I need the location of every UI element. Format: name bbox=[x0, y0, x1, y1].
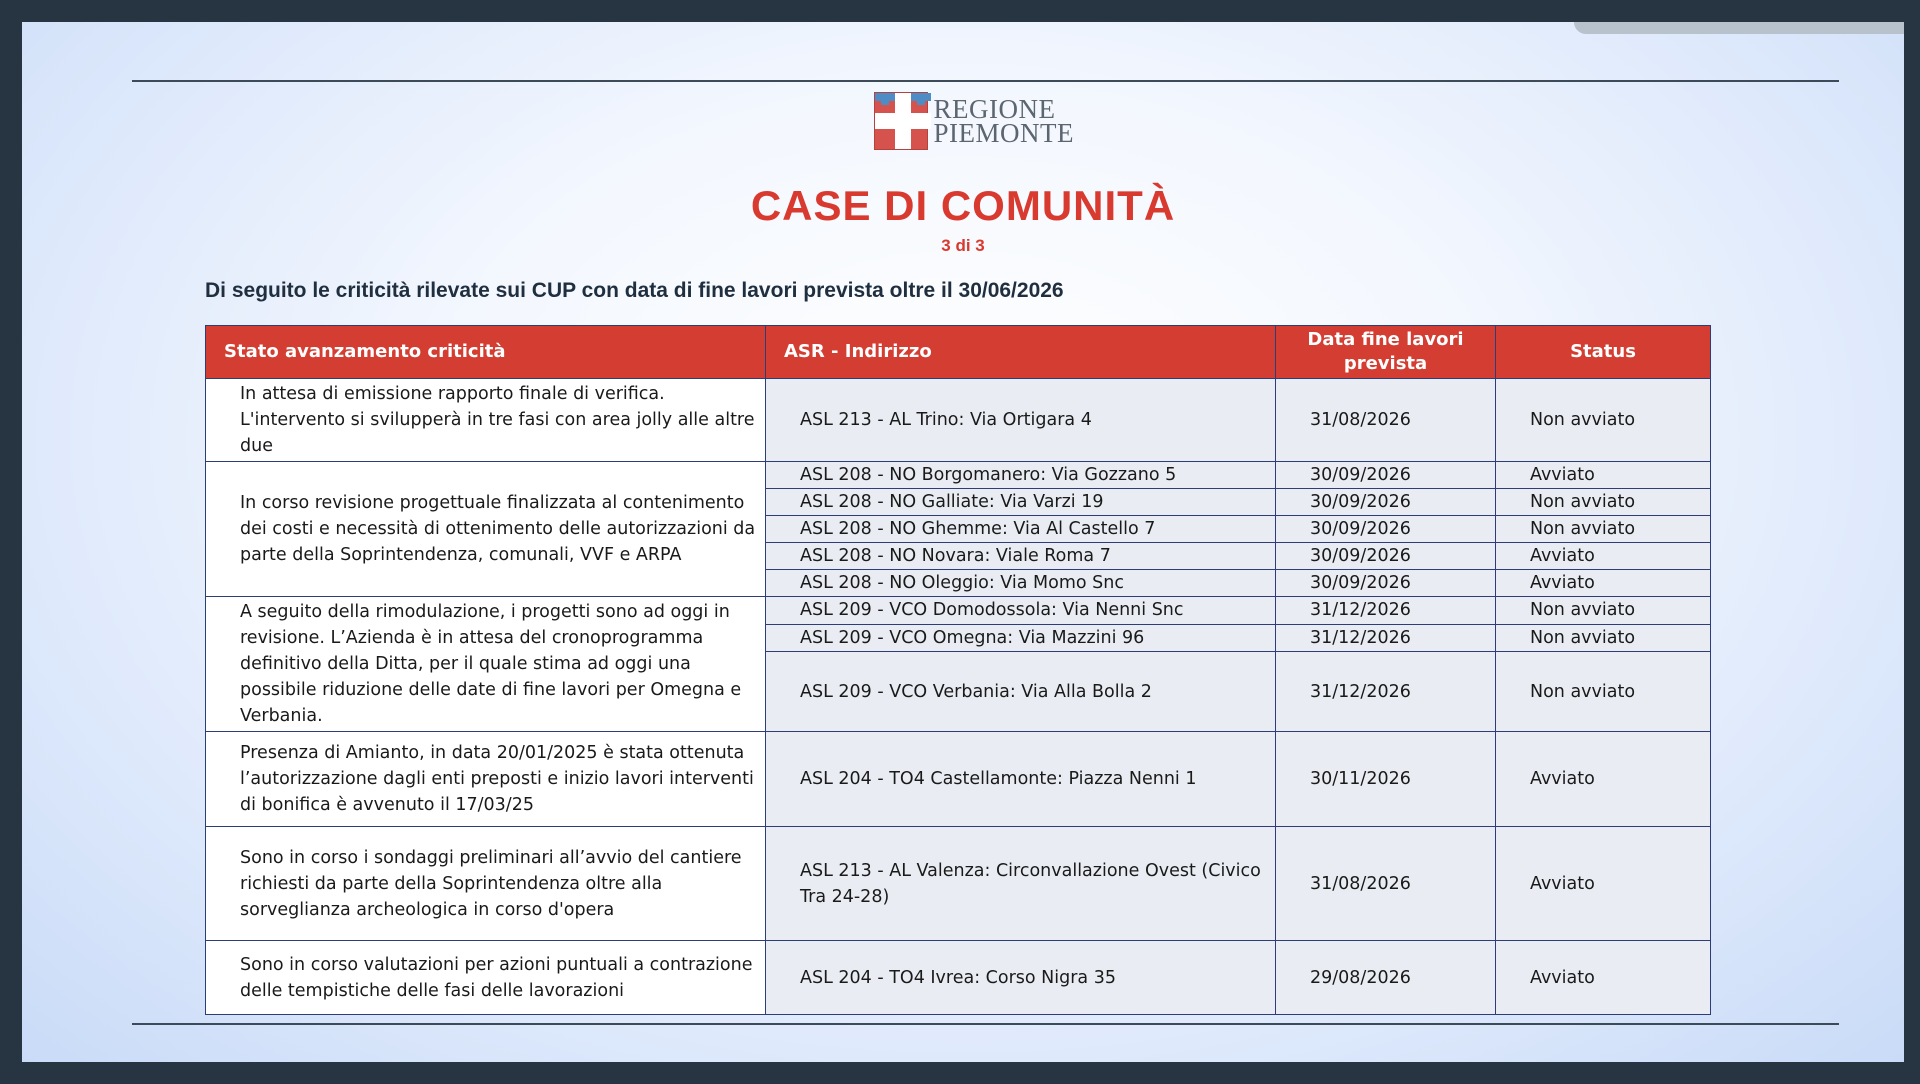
criticality-description: In attesa di emissione rapporto finale di verifica. L'intervento si svilupperà in tre fasi con area jolly alle altre due bbox=[206, 379, 766, 462]
status-value: Non avviato bbox=[1496, 516, 1711, 543]
end-date: 30/11/2026 bbox=[1276, 732, 1496, 827]
table-row bbox=[206, 462, 1711, 489]
regione-piemonte-logo bbox=[874, 86, 1074, 156]
asr-address: ASL 208 - NO Novara: Viale Roma 7 bbox=[766, 543, 1276, 570]
status-value: Non avviato bbox=[1496, 489, 1711, 516]
criticality-description: A seguito della rimodulazione, i progetti sono ad oggi in revisione. L’Azienda è in attesa del cronoprogramma definitivo della Ditta, per il quale stima ad oggi una possibile riduzione delle date di fine lavori per Omegna e Verbania. bbox=[206, 597, 766, 732]
table-row bbox=[206, 941, 1711, 1015]
end-date: 31/12/2026 bbox=[1276, 652, 1496, 732]
status-value: Non avviato bbox=[1496, 379, 1711, 462]
page-title: CASE DI COMUNITÀ bbox=[750, 182, 1176, 229]
bottom-divider bbox=[132, 1023, 1839, 1025]
table-row bbox=[206, 379, 1711, 462]
end-date: 30/09/2026 bbox=[1276, 462, 1496, 489]
slide bbox=[22, 22, 1904, 1062]
status-value: Non avviato bbox=[1496, 624, 1711, 652]
status-value: Avviato bbox=[1496, 732, 1711, 827]
subtitle: Di seguito le criticità rilevate sui CUP con data di fine lavori prevista oltre il 30/06/2026 bbox=[205, 279, 1064, 302]
status-value: Avviato bbox=[1496, 570, 1711, 597]
top-divider bbox=[132, 80, 1839, 82]
table-header-row bbox=[206, 326, 1711, 379]
asr-address: ASL 204 - TO4 Castellamonte: Piazza Nenni 1 bbox=[766, 732, 1276, 827]
window-corner bbox=[1574, 22, 1904, 34]
logo-line1: REGIONE bbox=[933, 94, 1056, 124]
status-value: Avviato bbox=[1496, 941, 1711, 1015]
logo-text bbox=[933, 94, 1075, 148]
asr-address: ASL 208 - NO Borgomanero: Via Gozzano 5 bbox=[766, 462, 1276, 489]
asr-address: ASL 209 - VCO Domodossola: Via Nenni Snc bbox=[766, 597, 1276, 625]
end-date: 30/09/2026 bbox=[1276, 489, 1496, 516]
asr-address: ASL 209 - VCO Verbania: Via Alla Bolla 2 bbox=[766, 652, 1276, 732]
status-value: Non avviato bbox=[1496, 597, 1711, 625]
header-stato: Stato avanzamento criticità bbox=[206, 326, 766, 379]
criticality-description: Presenza di Amianto, in data 20/01/2025 è stata ottenuta l’autorizzazione dagli enti preposti e inizio lavori interventi di bonifica è avvenuto il 17/03/25 bbox=[206, 732, 766, 827]
end-date: 31/08/2026 bbox=[1276, 379, 1496, 462]
criticality-description: Sono in corso valutazioni per azioni puntuali a contrazione delle tempistiche delle fasi delle lavorazioni bbox=[206, 941, 766, 1015]
asr-address: ASL 209 - VCO Omegna: Via Mazzini 96 bbox=[766, 624, 1276, 652]
criticality-description: In corso revisione progettuale finalizzata al contenimento dei costi e necessità di ottenimento delle autorizzazioni da parte della Soprintendenza, comunali, VVF e ARPA bbox=[206, 462, 766, 597]
asr-address: ASL 213 - AL Valenza: Circonvallazione Ovest (Civico Tra 24-28) bbox=[766, 827, 1276, 941]
end-date: 31/08/2026 bbox=[1276, 827, 1496, 941]
end-date: 30/09/2026 bbox=[1276, 543, 1496, 570]
asr-address: ASL 208 - NO Ghemme: Via Al Castello 7 bbox=[766, 516, 1276, 543]
asr-address: ASL 204 - TO4 Ivrea: Corso Nigra 35 bbox=[766, 941, 1276, 1015]
end-date: 30/09/2026 bbox=[1276, 516, 1496, 543]
status-value: Avviato bbox=[1496, 462, 1711, 489]
status-value: Avviato bbox=[1496, 543, 1711, 570]
criticality-description: Sono in corso i sondaggi preliminari all’avvio del cantiere richiesti da parte della Soprintendenza oltre alla sorveglianza archeologica in corso d'opera bbox=[206, 827, 766, 941]
page-counter: 3 di 3 bbox=[941, 236, 985, 255]
header-data: Data fine lavori prevista bbox=[1276, 326, 1496, 379]
header-status: Status bbox=[1496, 326, 1711, 379]
piemonte-shield-icon bbox=[874, 92, 928, 150]
asr-address: ASL 213 - AL Trino: Via Ortigara 4 bbox=[766, 379, 1276, 462]
table-row bbox=[206, 827, 1711, 941]
end-date: 31/12/2026 bbox=[1276, 624, 1496, 652]
status-value: Non avviato bbox=[1496, 652, 1711, 732]
criticality-table bbox=[205, 325, 1711, 1015]
header-asr: ASR - Indirizzo bbox=[766, 326, 1276, 379]
asr-address: ASL 208 - NO Galliate: Via Varzi 19 bbox=[766, 489, 1276, 516]
end-date: 30/09/2026 bbox=[1276, 570, 1496, 597]
table-row bbox=[206, 732, 1711, 827]
table-row bbox=[206, 597, 1711, 625]
asr-address: ASL 208 - NO Oleggio: Via Momo Snc bbox=[766, 570, 1276, 597]
end-date: 31/12/2026 bbox=[1276, 597, 1496, 625]
logo-line2: PIEMONTE bbox=[933, 118, 1074, 148]
end-date: 29/08/2026 bbox=[1276, 941, 1496, 1015]
status-value: Avviato bbox=[1496, 827, 1711, 941]
